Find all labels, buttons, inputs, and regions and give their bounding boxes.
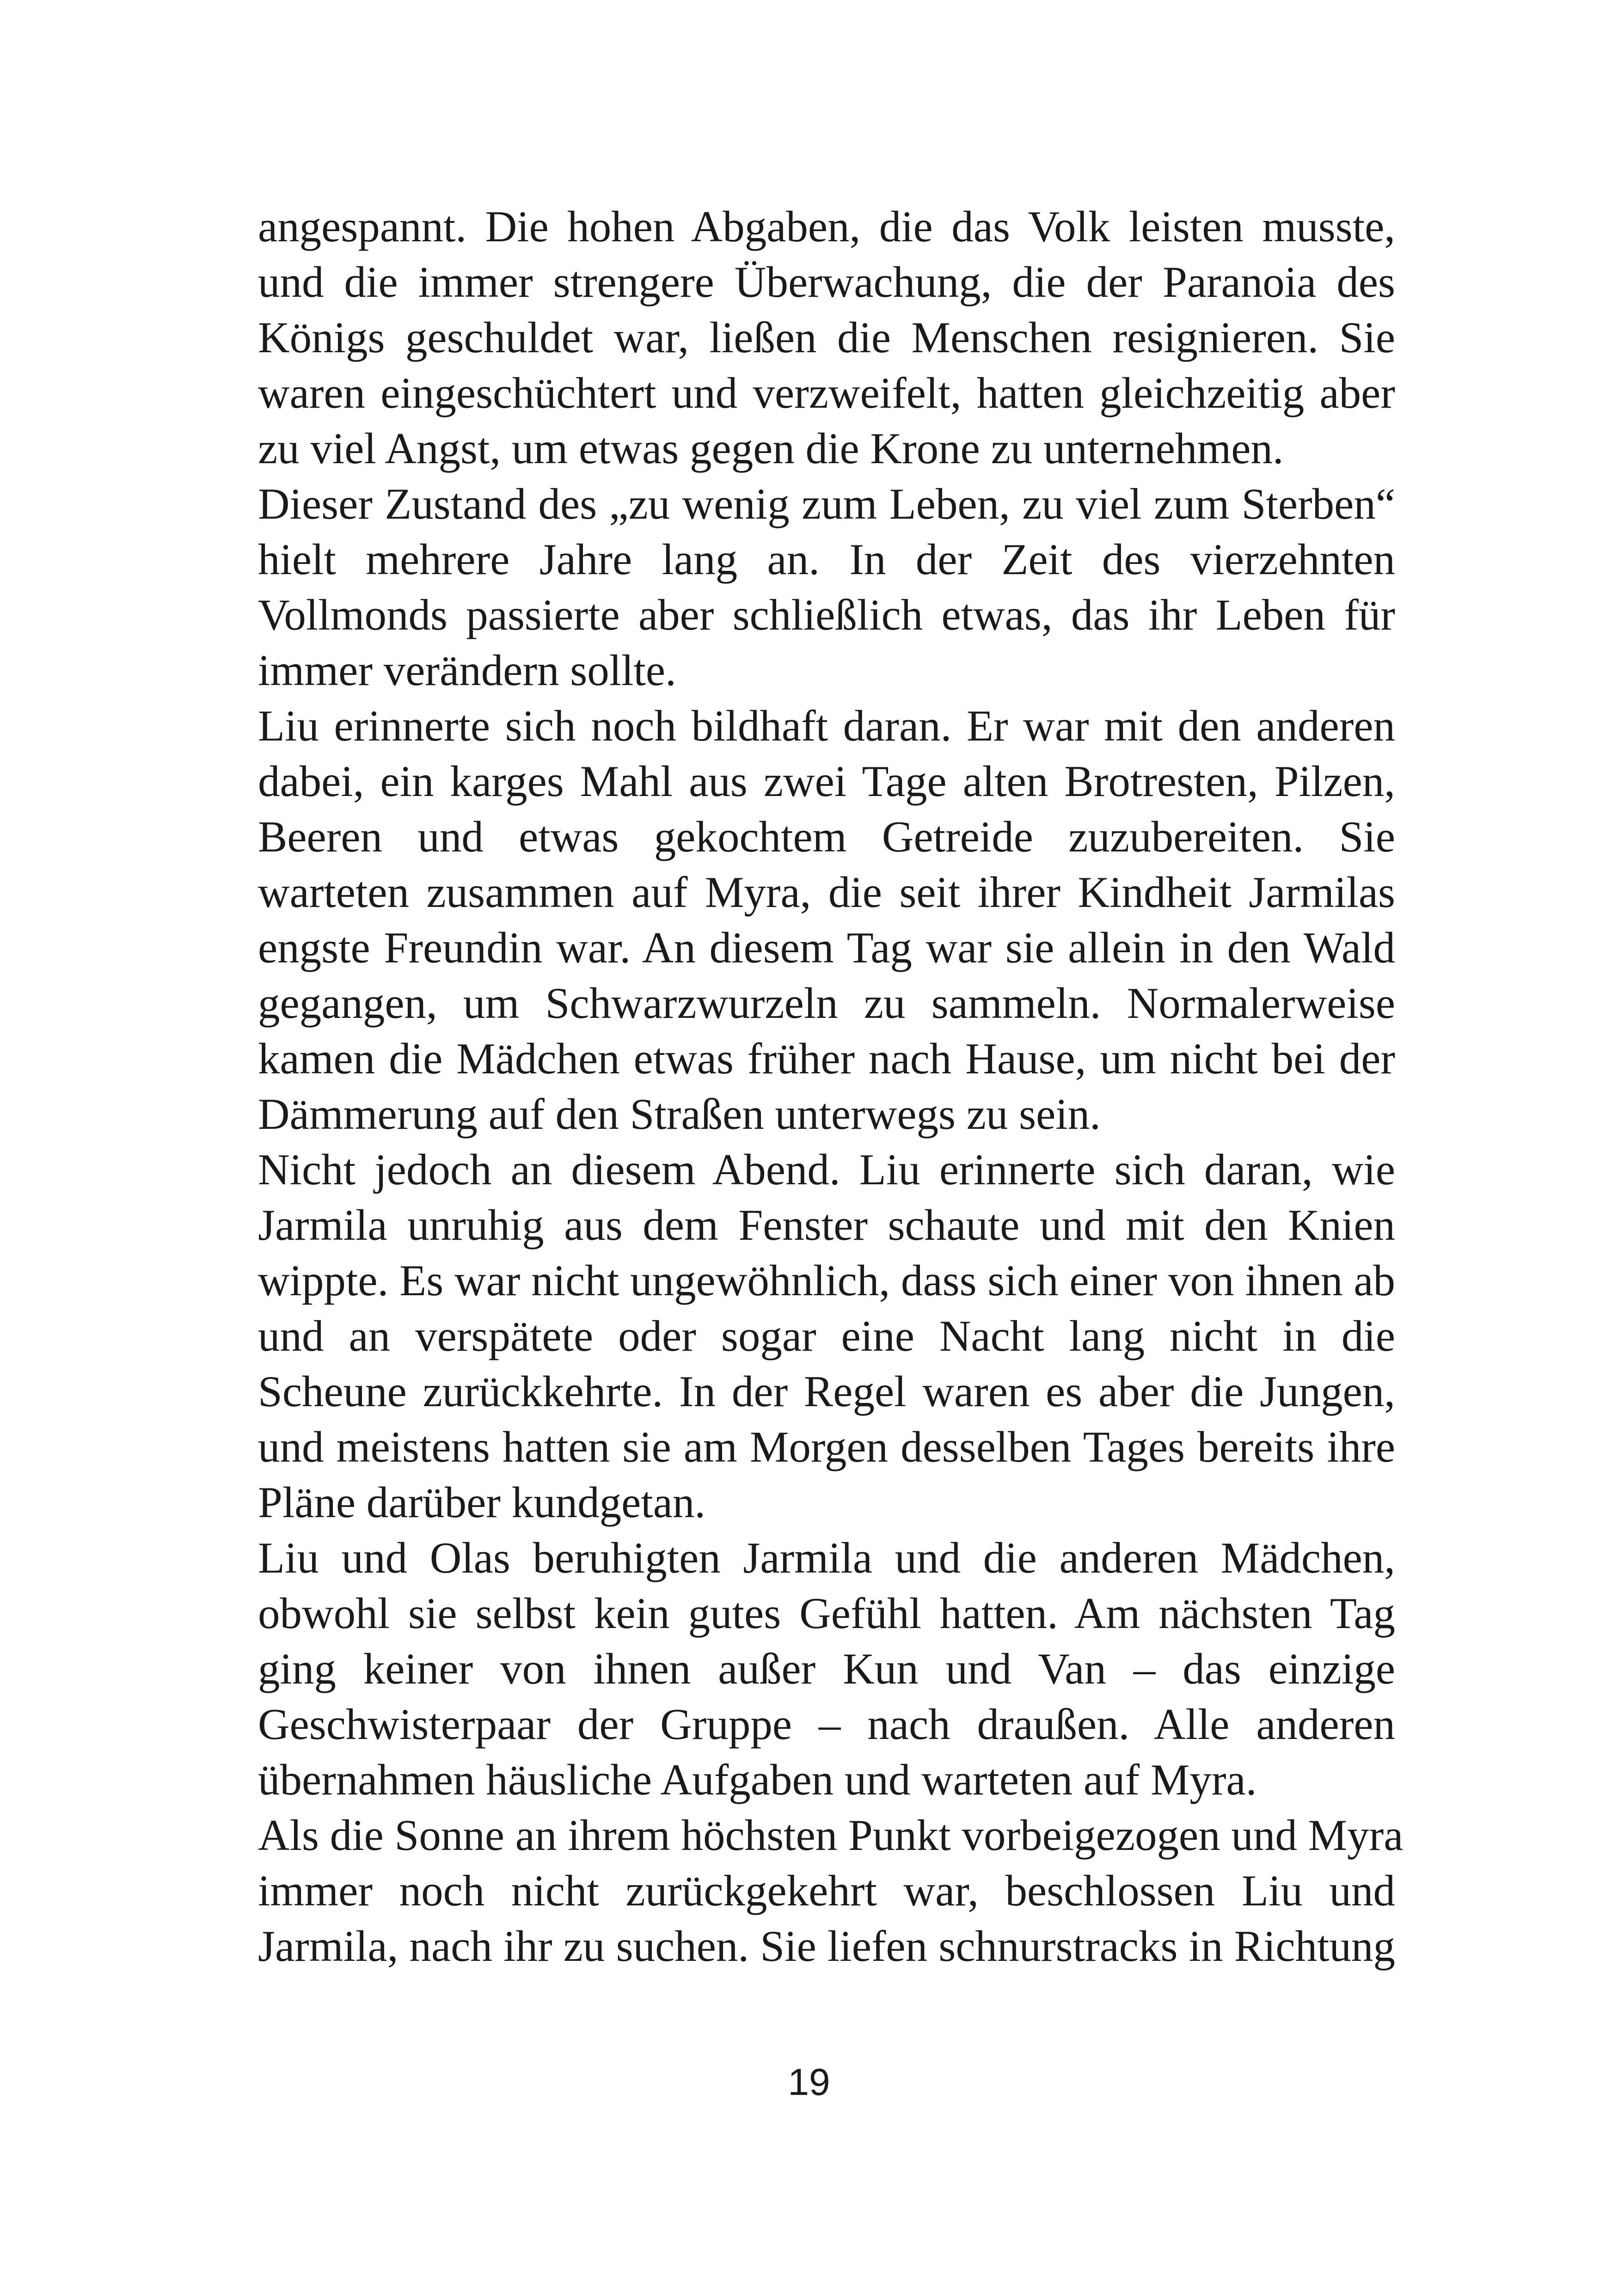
- text-line: Als die Sonne an ihrem höchsten Punkt vorbeigezogen und Myra: [258, 1811, 1403, 1860]
- paragraph: [258, 1807, 1403, 1974]
- paragraph: [258, 476, 1395, 698]
- paragraph: [258, 1530, 1395, 1807]
- text-line: waren eingeschüchtert und verzweifelt, hatten gleichzeitig aber: [258, 368, 1395, 417]
- body-text: [258, 199, 1403, 1974]
- text-line: Liu und Olas beruhigten Jarmila und die anderen Mädchen,: [258, 1533, 1395, 1582]
- text-line: warteten zusammen auf Myra, die seit ihrer Kindheit Jarmilas: [258, 868, 1395, 917]
- text-line: und meistens hatten sie am Morgen desselben Tages bereits ihre: [258, 1422, 1395, 1471]
- text-line: engste Freundin war. An diesem Tag war sie allein in den Wald: [258, 923, 1395, 972]
- text-line: gegangen, um Schwarzwurzeln zu sammeln. Normalerweise: [258, 979, 1395, 1028]
- paragraph: [258, 199, 1395, 476]
- text-line: und die immer strengere Überwachung, die der Paranoia des: [258, 257, 1395, 306]
- page-number: 19: [788, 2061, 830, 2103]
- text-line: kamen die Mädchen etwas früher nach Hause, um nicht bei der: [258, 1034, 1395, 1083]
- text-line: zu viel Angst, um etwas gegen die Krone zu unternehmen.: [258, 424, 1284, 473]
- text-line: ging keiner von ihnen außer Kun und Van – das einzige: [258, 1644, 1395, 1693]
- text-line: Jarmila unruhig aus dem Fenster schaute und mit den Knien: [258, 1200, 1395, 1249]
- text-line: angespannt. Die hohen Abgaben, die das Volk leisten musste,: [258, 202, 1395, 251]
- text-line: und an verspätete oder sogar eine Nacht lang nicht in die: [258, 1311, 1395, 1360]
- text-line: Geschwisterpaar der Gruppe – nach draußen. Alle anderen: [258, 1700, 1395, 1749]
- text-line: Dieser Zustand des „zu wenig zum Leben, zu viel zum Sterben“: [258, 479, 1395, 528]
- text-line: Jarmila, nach ihr zu suchen. Sie liefen schnurstracks in Richtung: [258, 1922, 1395, 1971]
- text-line: Vollmonds passierte aber schließlich etwas, das ihr Leben für: [258, 590, 1395, 639]
- paragraph: [258, 1142, 1395, 1530]
- paragraph: [258, 698, 1395, 1142]
- text-line: übernahmen häusliche Aufgaben und warteten auf Myra.: [258, 1755, 1257, 1804]
- text-line: Liu erinnerte sich noch bildhaft daran. Er war mit den anderen: [258, 701, 1395, 750]
- text-line: Pläne darüber kundgetan.: [258, 1478, 706, 1527]
- text-line: obwohl sie selbst kein gutes Gefühl hatten. Am nächsten Tag: [258, 1589, 1395, 1638]
- text-line: Scheune zurückkehrte. In der Regel waren es aber die Jungen,: [258, 1367, 1395, 1416]
- text-line: immer verändern sollte.: [258, 646, 676, 695]
- text-line: wippte. Es war nicht ungewöhnlich, dass sich einer von ihnen ab: [258, 1256, 1395, 1305]
- text-line: dabei, ein karges Mahl aus zwei Tage alten Brotresten, Pilzen,: [258, 757, 1395, 806]
- text-line: Nicht jedoch an diesem Abend. Liu erinnerte sich daran, wie: [258, 1145, 1395, 1194]
- text-line: immer noch nicht zurückgekehrt war, beschlossen Liu und: [258, 1866, 1395, 1915]
- text-line: Königs geschuldet war, ließen die Menschen resignieren. Sie: [258, 313, 1395, 362]
- text-line: Dämmerung auf den Straßen unterwegs zu sein.: [258, 1090, 1101, 1139]
- text-line: Beeren und etwas gekochtem Getreide zuzubereiten. Sie: [258, 812, 1395, 861]
- text-line: hielt mehrere Jahre lang an. In der Zeit des vierzehnten: [258, 535, 1395, 584]
